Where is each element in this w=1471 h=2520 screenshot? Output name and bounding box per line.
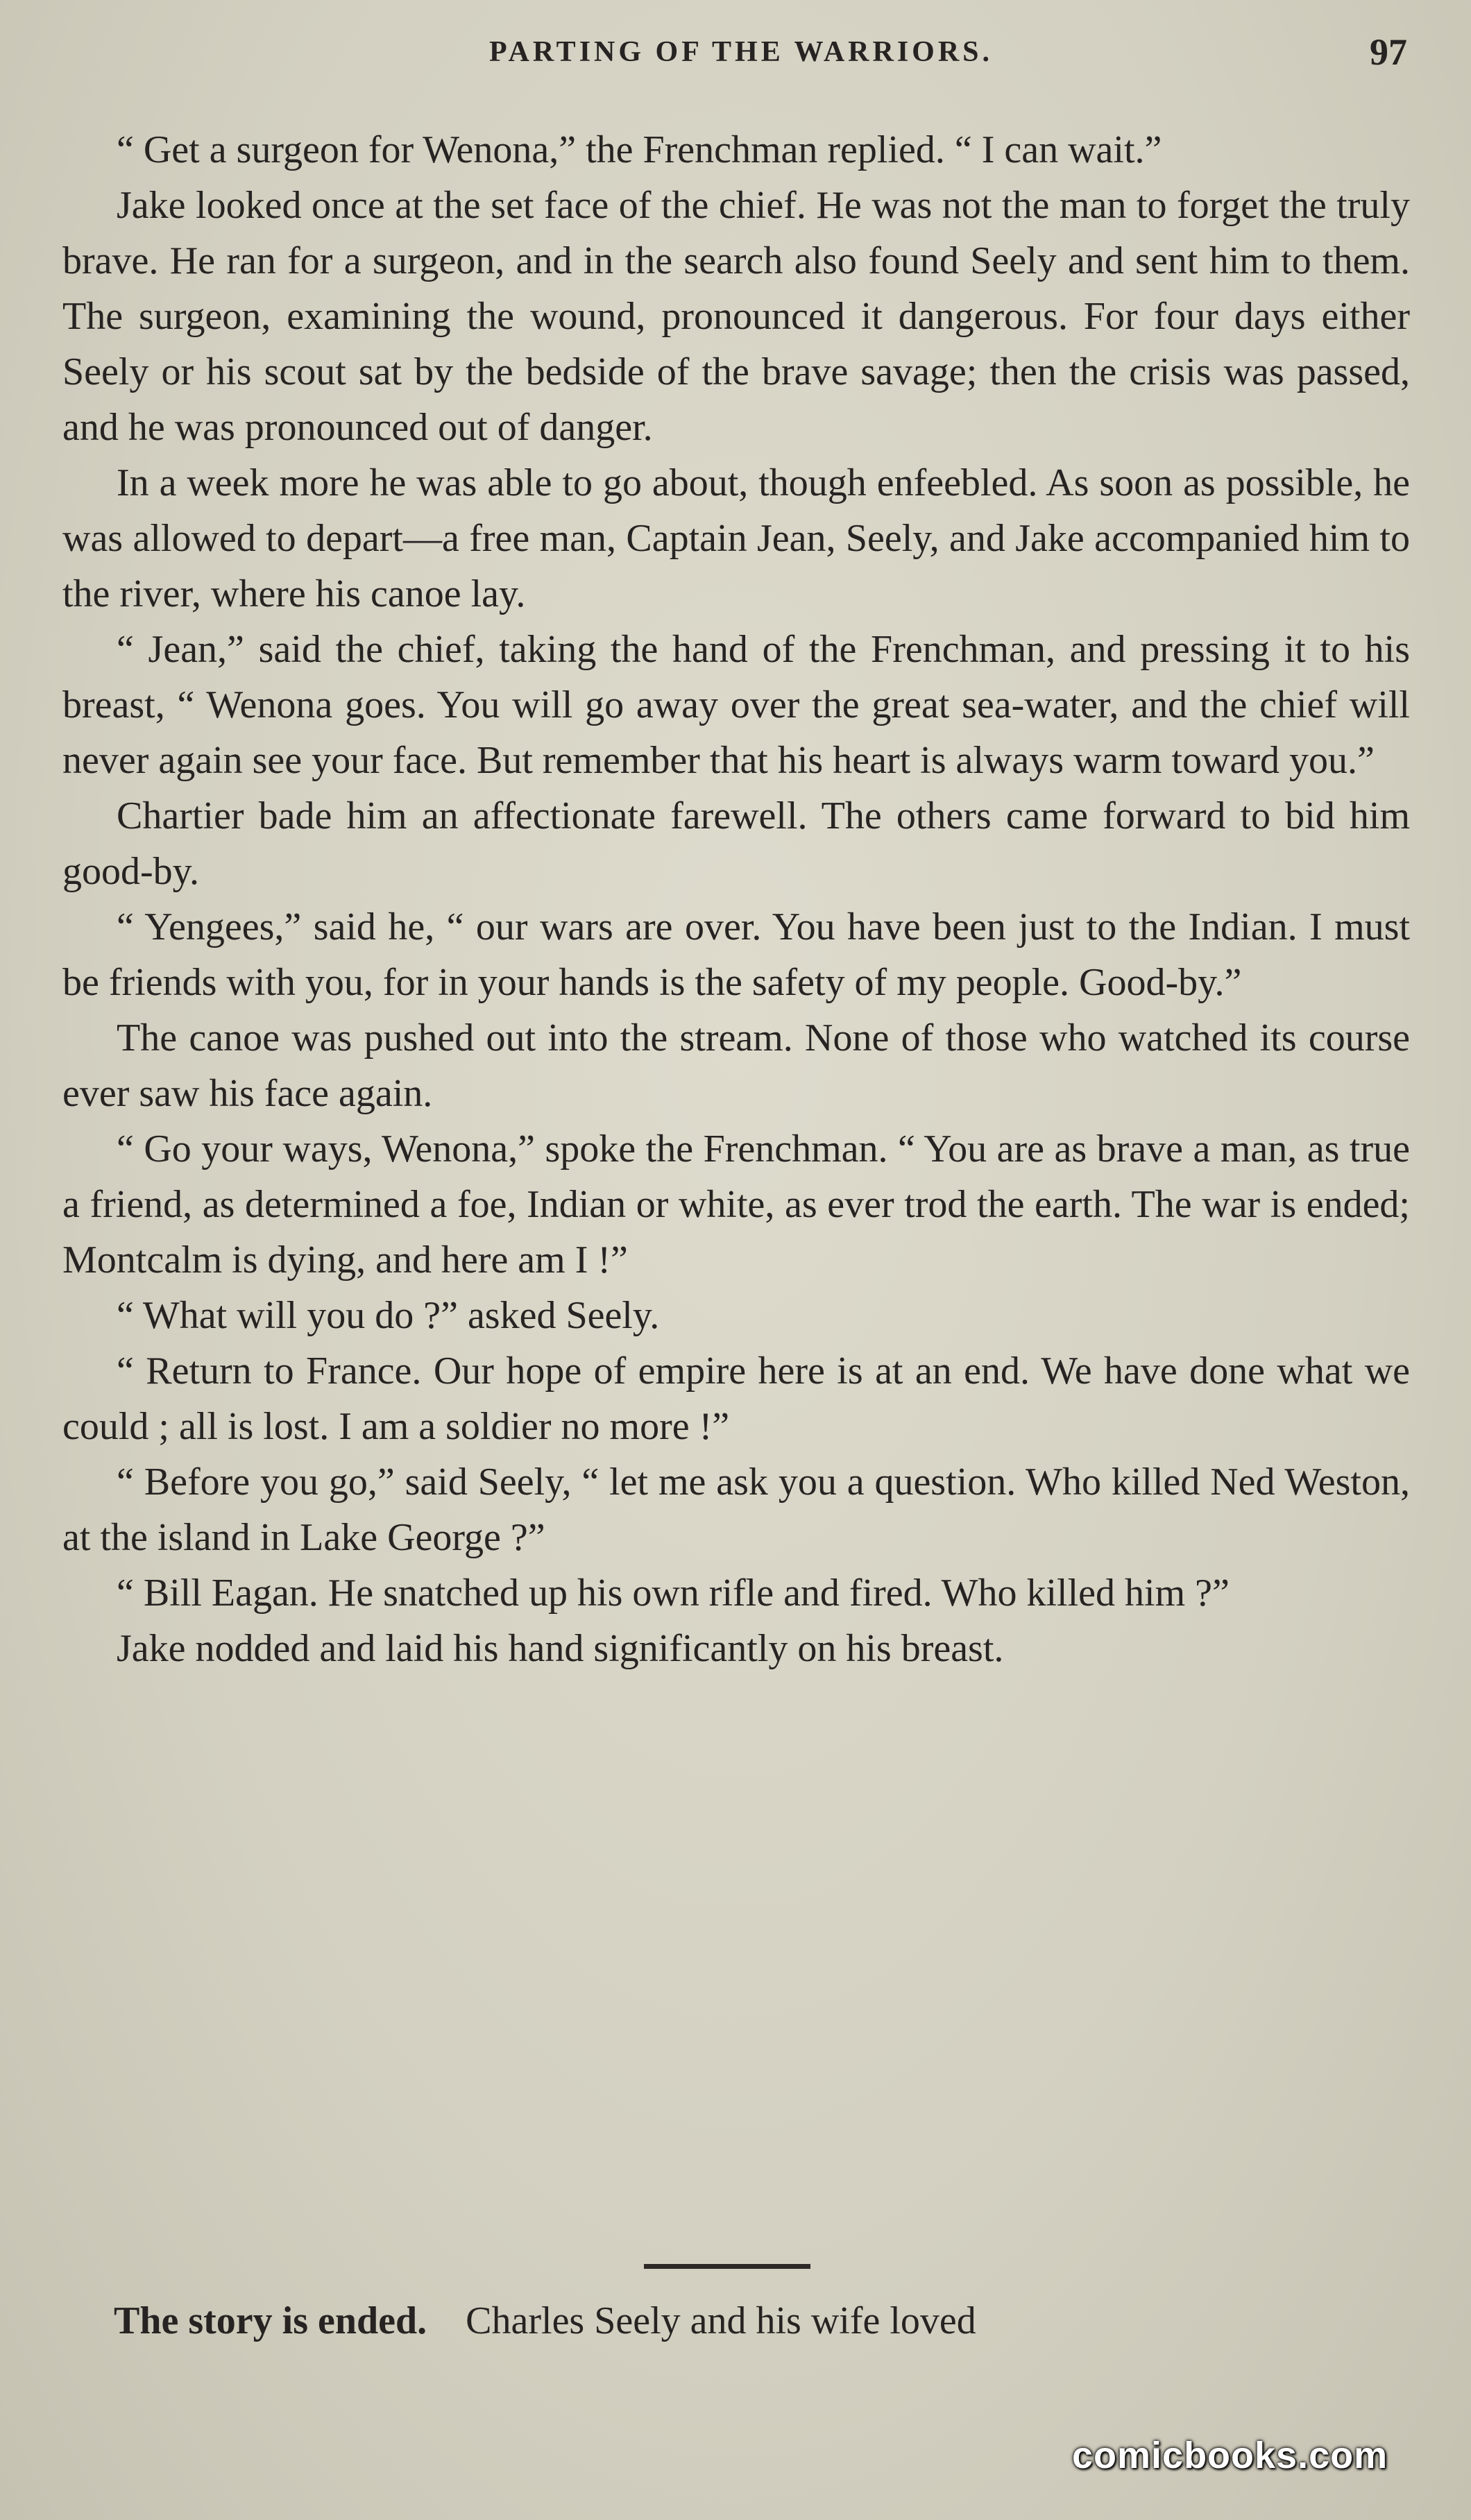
watermark: comicbooks.com <box>1072 2435 1388 2476</box>
paragraph: “ Go your ways, Wenona,” spoke the Frenchman. “ You are as brave a man, as true a friend, as determined a foe, Indian or white, as ever trod the earth. The war is ended; Montcalm is dying, and here am I !” <box>62 1127 1410 1282</box>
conclusion-bold-text: The story is ended. <box>114 2299 427 2342</box>
page-header <box>0 28 1471 83</box>
paragraph: “ Jean,” said the chief, taking the hand of the Frenchman, and pressing it to his breast, “ Wenona goes. You will go away over the great sea-water, and the chief will never again see your face. But remember that his heart is always warm toward you.” <box>62 628 1410 782</box>
paragraph: Jake nodded and laid his hand significantly on his breast. <box>117 1627 1004 1670</box>
conclusion-line <box>114 2293 1410 2349</box>
paragraph: “ Return to France. Our hope of empire here is at an end. We have done what we could ; all is lost. I am a soldier no more !” <box>62 1350 1410 1448</box>
paragraph: Jake looked once at the set face of the chief. He was not the man to forget the truly brave. He ran for a surgeon, and in the search also found Seely and sent him to them. The surgeon, examining the wound, pronounced it dangerous. For four days either Seely or his scout sat by the bedside of the brave savage; then the crisis was passed, and he was pronounced out of danger. <box>62 184 1410 449</box>
conclusion-text: Charles Seely and his wife loved <box>466 2299 976 2342</box>
body-text <box>62 122 1410 1676</box>
paragraph: “ Yengees,” said he, “ our wars are over. You have been just to the Indian. I must be friends with you, for in your hands is the safety of my people. Good-by.” <box>62 905 1410 1004</box>
paragraph: “ Get a surgeon for Wenona,” the Frenchman replied. “ I can wait.” <box>117 128 1162 171</box>
paragraph: The canoe was pushed out into the stream. None of those who watched its course ever saw his face again. <box>62 1016 1410 1115</box>
paragraph: Chartier bade him an affectionate farewell. The others came forward to bid him good-by. <box>62 794 1410 893</box>
page-number: 97 <box>1370 31 1407 73</box>
paragraph: “ What will you do ?” asked Seely. <box>117 1294 660 1337</box>
paragraph: “ Before you go,” said Seely, “ let me ask you a question. Who killed Ned Weston, at the island in Lake George ?” <box>62 1461 1410 1559</box>
paragraph: “ Bill Eagan. He snatched up his own rifle and fired. Who killed him ?” <box>117 1572 1230 1615</box>
section-divider <box>644 2264 810 2269</box>
running-head: PARTING OF THE WARRIORS. <box>488 36 994 68</box>
paragraph: In a week more he was able to go about, though enfeebled. As soon as possible, he was allowed to depart—a free man, Captain Jean, Seely, and Jake accompanied him to the river, where his canoe lay. <box>62 461 1410 615</box>
